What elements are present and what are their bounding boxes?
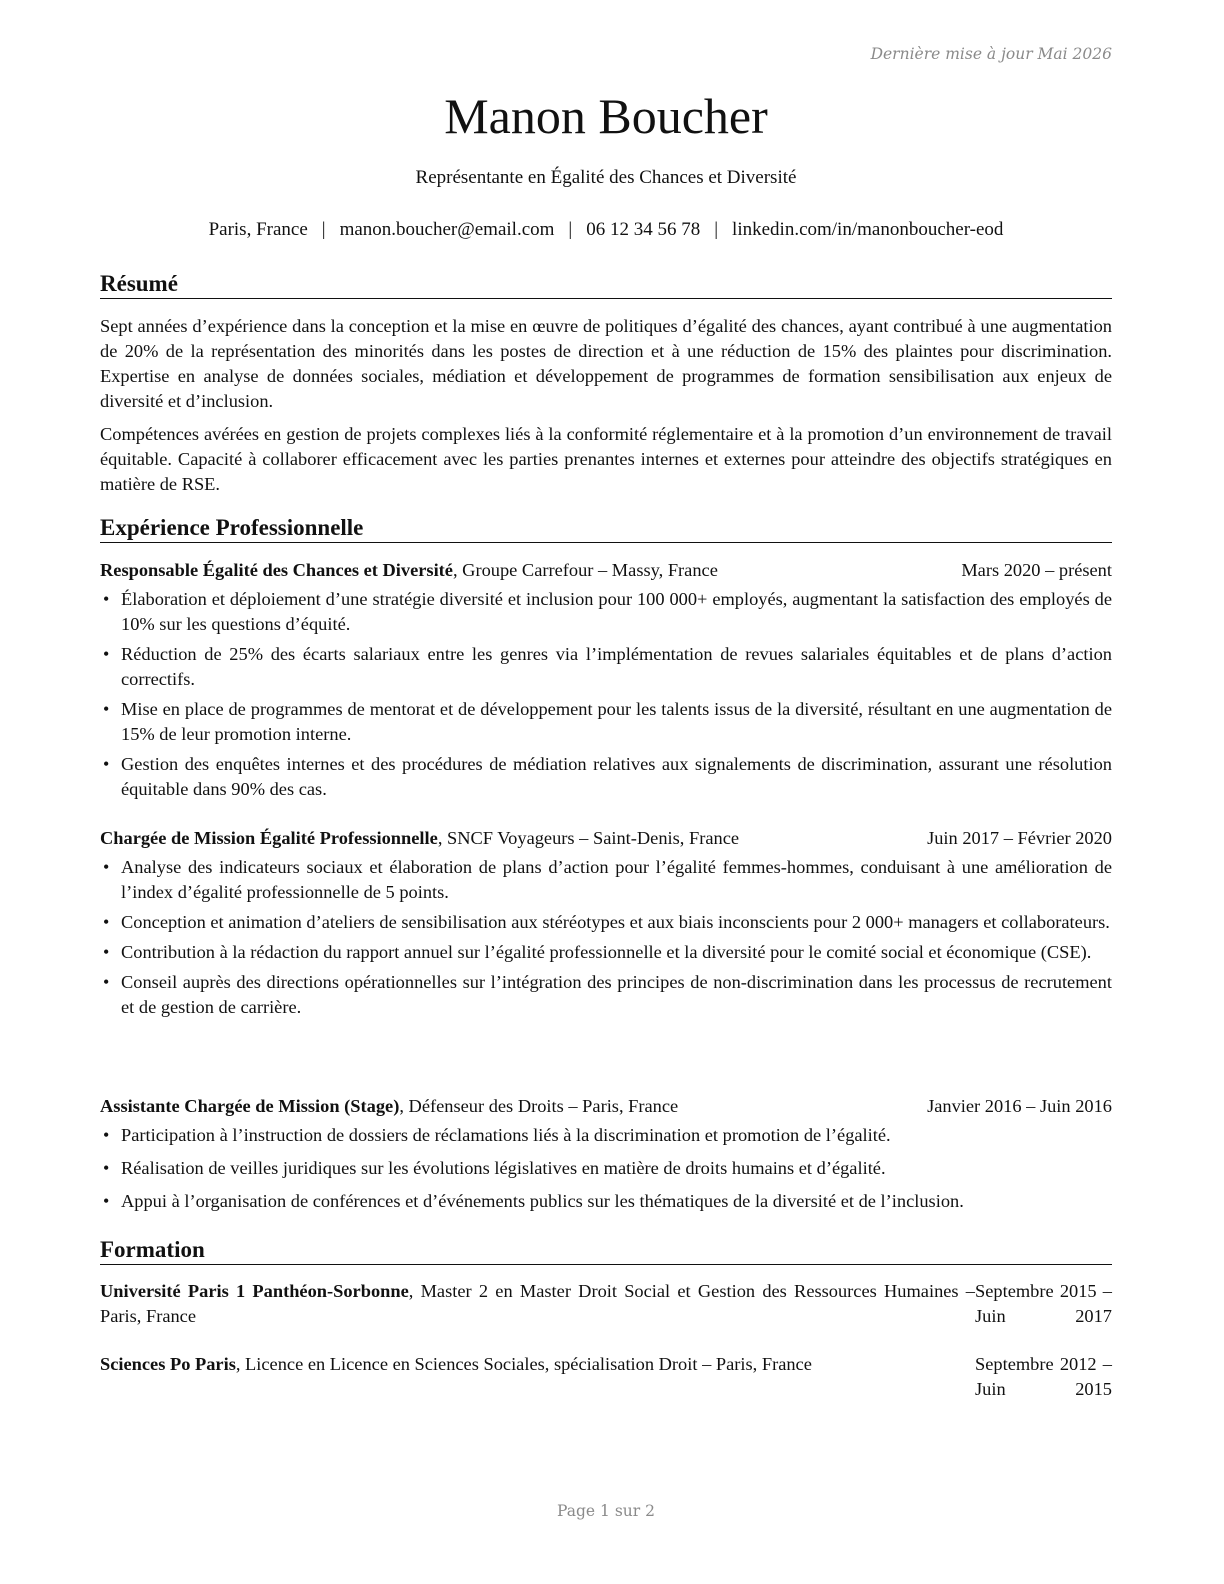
education-detail: , Licence en Licence en Sciences Sociales, spécialisation Droit – Paris, France [235,1354,812,1374]
job-entry [100,558,1112,807]
job-header [100,1094,1112,1119]
section-title-experience: Expérience Professionnelle [100,514,1112,543]
job-entry [100,1094,1112,1222]
list-item: • Élaboration et déploiement d’une stratégie diversité et inclusion pour 100 000+ employés, augmentant la satisfaction des employés de 10% sur les questions d’équité. [100,587,1112,637]
job-role: Assistante Chargée de Mission (Stage) [100,1096,400,1116]
job-org: , Défenseur des Droits – Paris, France [399,1096,679,1116]
education-detail: , Master 2 en Master Droit Social et Gestion des Ressources Humaines – Paris, France [100,1281,976,1326]
section-title-summary: Résumé [100,270,1112,299]
list-item: • Contribution à la rédaction du rapport annuel sur l’égalité professionnelle et la diversité pour le comité social et économique (CSE). [100,940,1112,965]
summary-paragraph: Sept années d’expérience dans la conception et la mise en œuvre de politiques d’égalité des chances, ayant contribué à une augmentation de 20% de la représentation des minorités dans les postes de direction et à une réduction de 15% des plaintes pour discrimination. Expertise en analyse de données sociales, médiation et développement de programmes de formation sensibilisation aux enjeux de diversité et d’inclusion. [100,316,1112,411]
education-school: Sciences Po Paris [100,1354,236,1374]
list-item: • Réduction de 25% des écarts salariaux entre les genres via l’implémentation de revues salariales équitables et de plans d’action correctifs. [100,642,1112,692]
page-number: Page 1 sur 2 [557,1502,655,1520]
list-item: • Mise en place de programmes de mentorat et de développement pour les talents issus de la diversité, résultant en une augmentation de 15% de leur promotion interne. [100,697,1112,747]
candidate-title: Représentante en Égalité des Chances et Diversité [415,167,797,188]
candidate-name: Manon Boucher [444,88,768,144]
list-item: • Appui à l’organisation de conférences et d’événements publics sur les thématiques de la diversité et de l’inclusion. [100,1189,1112,1214]
contact-separator: | [714,219,719,240]
education-dates: Septembre 2012 – Juin 2015 [975,1354,1112,1399]
contact-email[interactable]: manon.boucher@email.com [339,219,555,240]
job-dates: Juin 2017 – Février 2020 [927,828,1112,848]
job-bullets [100,1123,1112,1214]
job-header [100,558,1112,583]
list-item: • Conseil auprès des directions opérationnelles sur l’intégration des principes de non-discrimination dans les processus de recrutement et de gestion de carrière. [100,970,1112,1020]
job-org: , Groupe Carrefour – Massy, France [452,560,718,580]
list-item: • Conception et animation d’ateliers de sensibilisation aux stéréotypes et aux biais inconscients pour 2 000+ managers et collaborateurs. [100,910,1112,935]
education-school: Université Paris 1 Panthéon-Sorbonne [100,1281,409,1301]
job-role: Chargée de Mission Égalité Professionnelle [100,828,438,848]
contact-location: Paris, France [208,219,308,240]
list-item: • Gestion des enquêtes internes et des procédures de médiation relatives aux signalements de discrimination, assurant une résolution équitable dans 90% des cas. [100,752,1112,802]
job-dates: Janvier 2016 – Juin 2016 [927,1096,1112,1116]
summary-section [100,314,1112,497]
job-org: , SNCF Voyageurs – Saint-Denis, France [437,828,740,848]
list-item: • Participation à l’instruction de dossiers de réclamations liés à la discrimination et promotion de l’égalité. [100,1123,1112,1148]
job-role: Responsable Égalité des Chances et Diversité [100,560,453,580]
education-entry [100,1279,1112,1329]
education-entry [100,1352,1112,1402]
contact-linkedin[interactable]: linkedin.com/in/manonboucher-eod [732,219,1004,240]
list-item: • Réalisation de veilles juridiques sur les évolutions législatives en matière de droits humains et d’égalité. [100,1156,1112,1181]
resume-page [100,0,1112,1584]
contact-line [100,219,1112,241]
summary-paragraph: Compétences avérées en gestion de projets complexes liés à la conformité réglementaire et à la promotion d’un environnement de travail équitable. Capacité à collaborer efficacement avec les parties prenantes internes et externes pour atteindre des objectifs stratégiques en matière de RSE. [100,424,1112,494]
job-entry [100,826,1112,1025]
last-updated: Dernière mise à jour Mai 2026 [870,45,1112,63]
education-dates: Septembre 2015 – Juin 2017 [975,1281,1112,1326]
job-bullets [100,855,1112,1020]
contact-separator: | [568,219,573,240]
contact-separator: | [321,219,326,240]
job-bullets [100,587,1112,802]
job-header [100,826,1112,851]
contact-phone: 06 12 34 56 78 [586,219,701,240]
job-dates: Mars 2020 – présent [961,560,1112,580]
list-item: • Analyse des indicateurs sociaux et élaboration de plans d’action pour l’égalité femmes-hommes, conduisant à une amélioration de l’index d’égalité professionnelle de 5 points. [100,855,1112,905]
section-title-education: Formation [100,1236,1112,1265]
